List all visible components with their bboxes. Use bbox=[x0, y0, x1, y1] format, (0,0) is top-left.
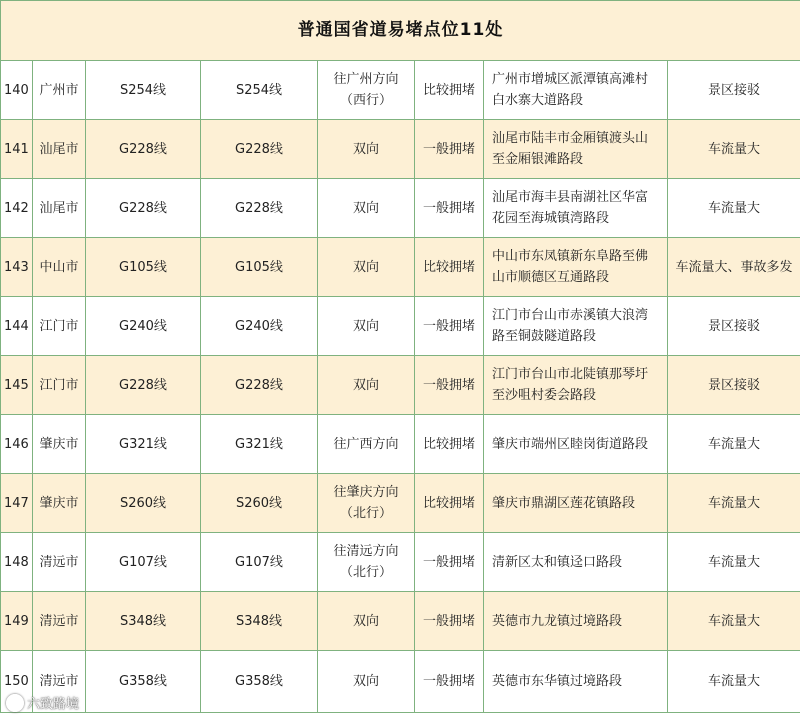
congestion-level-cell: 一般拥堵 bbox=[415, 297, 484, 356]
congestion-level-cell: 比较拥堵 bbox=[415, 415, 484, 474]
table-row bbox=[1, 592, 800, 651]
row-number: 149 bbox=[1, 592, 33, 651]
table-row bbox=[1, 474, 800, 533]
road-name-cell: G228线 bbox=[201, 179, 318, 238]
city-cell: 清远市 bbox=[33, 592, 86, 651]
table-title: 普通国省道易堵点位11处 bbox=[1, 1, 800, 61]
row-number: 147 bbox=[1, 474, 33, 533]
direction-cell: 双向 bbox=[318, 297, 415, 356]
location-cell: 汕尾市海丰县南湖社区华富花园至海城镇湾路段 bbox=[484, 179, 668, 238]
reason-cell: 景区接驳 bbox=[668, 61, 800, 120]
reason-cell: 景区接驳 bbox=[668, 356, 800, 415]
road-code-cell: G228线 bbox=[86, 356, 201, 415]
direction-cell: 往清远方向（北行） bbox=[318, 533, 415, 592]
road-code-cell: G105线 bbox=[86, 238, 201, 297]
location-cell: 汕尾市陆丰市金厢镇渡头山至金厢银滩路段 bbox=[484, 120, 668, 179]
road-name-cell: G228线 bbox=[201, 120, 318, 179]
city-cell: 江门市 bbox=[33, 297, 86, 356]
road-name-cell: S254线 bbox=[201, 61, 318, 120]
direction-cell: 双向 bbox=[318, 356, 415, 415]
direction-cell: 双向 bbox=[318, 120, 415, 179]
direction-cell: 往广州方向（西行） bbox=[318, 61, 415, 120]
road-code-cell: G321线 bbox=[86, 415, 201, 474]
road-code-cell: G228线 bbox=[86, 179, 201, 238]
direction-cell: 双向 bbox=[318, 179, 415, 238]
table-row bbox=[1, 533, 800, 592]
location-cell: 江门市台山市北陡镇那琴圩至沙咀村委会路段 bbox=[484, 356, 668, 415]
congestion-level-cell: 一般拥堵 bbox=[415, 179, 484, 238]
road-name-cell: G240线 bbox=[201, 297, 318, 356]
reason-cell: 车流量大、事故多发 bbox=[668, 238, 800, 297]
location-cell: 广州市增城区派潭镇高滩村白水寨大道路段 bbox=[484, 61, 668, 120]
row-number: 141 bbox=[1, 120, 33, 179]
reason-cell: 车流量大 bbox=[668, 651, 800, 713]
congestion-level-cell: 一般拥堵 bbox=[415, 533, 484, 592]
congestion-level-cell: 比较拥堵 bbox=[415, 474, 484, 533]
table-row bbox=[1, 651, 800, 713]
direction-cell: 往广西方向 bbox=[318, 415, 415, 474]
row-number: 145 bbox=[1, 356, 33, 415]
table-row bbox=[1, 61, 800, 120]
row-number: 146 bbox=[1, 415, 33, 474]
congestion-level-cell: 一般拥堵 bbox=[415, 356, 484, 415]
road-code-cell: S254线 bbox=[86, 61, 201, 120]
row-number: 142 bbox=[1, 179, 33, 238]
row-number: 150 bbox=[1, 651, 33, 713]
city-cell: 江门市 bbox=[33, 356, 86, 415]
location-cell: 肇庆市端州区睦岗街道路段 bbox=[484, 415, 668, 474]
table-row bbox=[1, 356, 800, 415]
congestion-level-cell: 一般拥堵 bbox=[415, 651, 484, 713]
city-cell: 汕尾市 bbox=[33, 179, 86, 238]
location-cell: 肇庆市鼎湖区莲花镇路段 bbox=[484, 474, 668, 533]
location-cell: 英德市九龙镇过境路段 bbox=[484, 592, 668, 651]
location-cell: 江门市台山市赤溪镇大浪湾路至铜鼓隧道路段 bbox=[484, 297, 668, 356]
watermark bbox=[6, 693, 79, 712]
congestion-level-cell: 一般拥堵 bbox=[415, 592, 484, 651]
road-code-cell: S260线 bbox=[86, 474, 201, 533]
reason-cell: 景区接驳 bbox=[668, 297, 800, 356]
city-cell: 广州市 bbox=[33, 61, 86, 120]
road-name-cell: S348线 bbox=[201, 592, 318, 651]
city-cell: 清远市 bbox=[33, 651, 86, 713]
table-row bbox=[1, 238, 800, 297]
row-number: 143 bbox=[1, 238, 33, 297]
direction-cell: 双向 bbox=[318, 592, 415, 651]
road-code-cell: S348线 bbox=[86, 592, 201, 651]
road-code-cell: G358线 bbox=[86, 651, 201, 713]
road-name-cell: G105线 bbox=[201, 238, 318, 297]
row-number: 148 bbox=[1, 533, 33, 592]
congestion-level-cell: 比较拥堵 bbox=[415, 238, 484, 297]
table-row bbox=[1, 415, 800, 474]
road-name-cell: G228线 bbox=[201, 356, 318, 415]
road-code-cell: G240线 bbox=[86, 297, 201, 356]
city-cell: 清远市 bbox=[33, 533, 86, 592]
reason-cell: 车流量大 bbox=[668, 415, 800, 474]
watermark-logo-icon bbox=[6, 694, 24, 712]
reason-cell: 车流量大 bbox=[668, 592, 800, 651]
direction-cell: 往肇庆方向（北行） bbox=[318, 474, 415, 533]
direction-cell: 双向 bbox=[318, 651, 415, 713]
city-cell: 肇庆市 bbox=[33, 474, 86, 533]
road-name-cell: G107线 bbox=[201, 533, 318, 592]
location-cell: 中山市东凤镇新东阜路至佛山市顺德区互通路段 bbox=[484, 238, 668, 297]
location-cell: 清新区太和镇迳口路段 bbox=[484, 533, 668, 592]
road-name-cell: G321线 bbox=[201, 415, 318, 474]
road-name-cell: G358线 bbox=[201, 651, 318, 713]
watermark-text: 六致路境 bbox=[27, 697, 80, 712]
reason-cell: 车流量大 bbox=[668, 120, 800, 179]
table-row bbox=[1, 179, 800, 238]
city-cell: 中山市 bbox=[33, 238, 86, 297]
congestion-level-cell: 一般拥堵 bbox=[415, 120, 484, 179]
row-number: 144 bbox=[1, 297, 33, 356]
direction-cell: 双向 bbox=[318, 238, 415, 297]
reason-cell: 车流量大 bbox=[668, 179, 800, 238]
road-code-cell: G228线 bbox=[86, 120, 201, 179]
road-code-cell: G107线 bbox=[86, 533, 201, 592]
reason-cell: 车流量大 bbox=[668, 533, 800, 592]
reason-cell: 车流量大 bbox=[668, 474, 800, 533]
table-row bbox=[1, 120, 800, 179]
location-cell: 英德市东华镇过境路段 bbox=[484, 651, 668, 713]
road-name-cell: S260线 bbox=[201, 474, 318, 533]
congestion-level-cell: 比较拥堵 bbox=[415, 61, 484, 120]
city-cell: 肇庆市 bbox=[33, 415, 86, 474]
row-number: 140 bbox=[1, 61, 33, 120]
table-row bbox=[1, 297, 800, 356]
city-cell: 汕尾市 bbox=[33, 120, 86, 179]
